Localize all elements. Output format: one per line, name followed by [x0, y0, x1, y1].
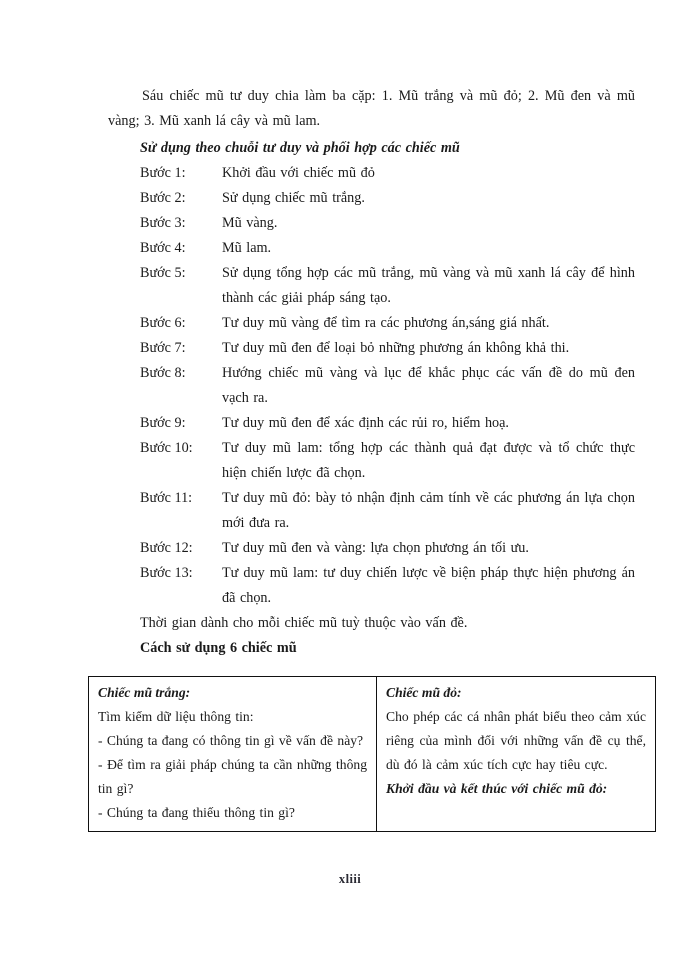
table-cell-white-hat: [89, 677, 377, 832]
step-label: Bước 2:: [140, 190, 186, 206]
step-label: Bước 10:: [140, 440, 193, 456]
step-item: [140, 436, 635, 486]
step-text: Mũ vàng.: [222, 215, 278, 231]
step-item: [140, 186, 635, 211]
table-row: [89, 677, 656, 832]
step-item: [140, 561, 635, 611]
white-hat-heading: Chiếc mũ trắng:: [98, 685, 191, 700]
step-label: Bước 12:: [140, 540, 193, 556]
step-label: Bước 11:: [140, 490, 193, 506]
page-number: xliii: [338, 872, 362, 886]
step-item: [140, 486, 635, 536]
heading-usage: Cách sử dụng 6 chiếc mũ: [140, 640, 297, 656]
step-label: Bước 5:: [140, 265, 186, 281]
step-label: Bước 1:: [140, 165, 186, 181]
step-label: Bước 7:: [140, 340, 186, 356]
hat-usage-table: [88, 676, 656, 832]
step-label: Bước 8:: [140, 365, 186, 381]
step-label: Bước 9:: [140, 415, 186, 431]
step-item: [140, 336, 635, 361]
step-text: Sử dụng tổng hợp các mũ trắng, mũ vàng và mũ xanh lá cây để hình thành các giải pháp sáng tạo.: [222, 265, 635, 306]
table-cell-red-hat: [377, 677, 656, 832]
white-hat-line: Tìm kiếm dữ liệu thông tin:: [98, 709, 254, 724]
heading-thinking-sequence: Sử dụng theo chuỗi tư duy và phối hợp các chiếc mũ: [140, 140, 460, 156]
step-item: [140, 411, 635, 436]
step-item: [140, 361, 635, 411]
red-hat-body: Cho phép các cá nhân phát biểu theo cảm xúc riêng của mình đối với những vấn đề cụ thể, dù đó là cảm xúc tích cực hay tiêu cực.: [386, 709, 646, 772]
step-label: Bước 13:: [140, 565, 193, 581]
step-text: Hướng chiếc mũ vàng và lục để khắc phục các vấn đề do mũ đen vạch ra.: [222, 365, 635, 406]
red-hat-heading: Chiếc mũ đỏ:: [386, 685, 462, 700]
white-hat-line: - Chúng ta đang thiếu thông tin gì?: [98, 805, 295, 820]
white-hat-line: - Chúng ta đang có thông tin gì về vấn đề này?: [98, 733, 364, 748]
step-text: Tư duy mũ đỏ: bày tỏ nhận định cảm tính về các phương án lựa chọn mới đưa ra.: [222, 490, 635, 531]
white-hat-line: - Để tìm ra giải pháp chúng ta cần những thông tin gì?: [98, 757, 367, 796]
step-text: Sử dụng chiếc mũ trắng.: [222, 190, 365, 206]
step-text: Tư duy mũ vàng để tìm ra các phương án,sáng giá nhất.: [222, 315, 550, 331]
step-item: [140, 311, 635, 336]
step-text: Tư duy mũ đen để loại bỏ những phương án không khả thi.: [222, 340, 570, 356]
step-label: Bước 6:: [140, 315, 186, 331]
step-text: Tư duy mũ đen và vàng: lựa chọn phương án tối ưu.: [222, 540, 529, 556]
step-item: [140, 211, 635, 236]
step-text: Tư duy mũ lam: tư duy chiến lược về biện pháp thực hiện phương án đã chọn.: [222, 565, 635, 606]
step-item: [140, 536, 635, 561]
page-content: [108, 84, 635, 661]
step-text: Tư duy mũ lam: tổng hợp các thành quả đạt được và tổ chức thực hiện chiến lược đã chọn.: [222, 440, 635, 481]
red-hat-emphasis: Khởi đầu và kết thúc với chiếc mũ đỏ:: [386, 781, 608, 796]
step-text: Mũ lam.: [222, 240, 272, 256]
step-label: Bước 4:: [140, 240, 186, 256]
step-label: Bước 3:: [140, 215, 186, 231]
step-text: Khởi đầu với chiếc mũ đỏ: [222, 165, 375, 181]
closing-paragraph: Thời gian dành cho mỗi chiếc mũ tuỳ thuộc vào vấn đề.: [140, 615, 468, 631]
step-text: Tư duy mũ đen để xác định các rủi ro, hiểm hoạ.: [222, 415, 509, 431]
step-item: [140, 161, 635, 186]
step-item: [140, 236, 635, 261]
steps-list: [108, 161, 635, 611]
step-item: [140, 261, 635, 311]
intro-paragraph: Sáu chiếc mũ tư duy chia làm ba cặp: 1. Mũ trắng và mũ đỏ; 2. Mũ đen và mũ vàng; 3. Mũ xanh lá cây và mũ lam.: [108, 88, 635, 129]
